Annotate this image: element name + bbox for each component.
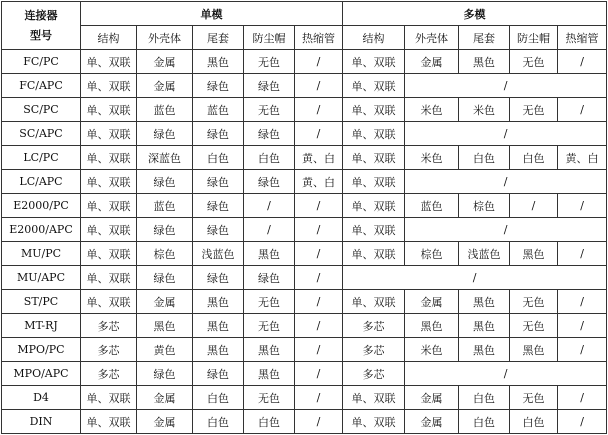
model-cell: MU/PC: [2, 242, 81, 266]
single-housing-cell: 绿色: [137, 266, 193, 290]
table-row: [2, 314, 607, 338]
table-row: [2, 50, 607, 74]
multi-structure-cell: 单、双联: [343, 122, 405, 146]
model-cell: ST/PC: [2, 290, 81, 314]
single-heat-shrink-cell: /: [295, 362, 343, 386]
single-structure-cell: 单、双联: [81, 146, 137, 170]
multi-heat-shrink-cell: /: [558, 314, 607, 338]
single-heat-shrink-cell: /: [295, 194, 343, 218]
multi-dust-cap-cell: 无色: [510, 50, 558, 74]
model-cell: FC/PC: [2, 50, 81, 74]
single-dust-cap-cell: 绿色: [244, 266, 295, 290]
single-housing-cell: 绿色: [137, 122, 193, 146]
multi-structure-cell: 多芯: [343, 338, 405, 362]
model-cell: MU/APC: [2, 266, 81, 290]
multi-dust-cap-cell: /: [510, 194, 558, 218]
single-structure-cell: 单、双联: [81, 410, 137, 434]
table-row: [2, 242, 607, 266]
model-cell: MPO/PC: [2, 338, 81, 362]
table-row: [2, 170, 607, 194]
single-structure-cell: 单、双联: [81, 98, 137, 122]
multi-heat-shrink-cell: /: [558, 338, 607, 362]
single-housing-cell: 绿色: [137, 218, 193, 242]
table-row: [2, 74, 607, 98]
multi-dust-cap-cell: 白色: [510, 146, 558, 170]
single-boot-cell: 绿色: [193, 194, 244, 218]
model-cell: LC/PC: [2, 146, 81, 170]
col-header-multi-heat-shrink: 热缩管: [558, 26, 607, 50]
single-housing-cell: 绿色: [137, 170, 193, 194]
model-cell: LC/APC: [2, 170, 81, 194]
single-dust-cap-cell: 绿色: [244, 170, 295, 194]
model-cell: E2000/APC: [2, 218, 81, 242]
col-header-multi-boot: 尾套: [459, 26, 510, 50]
single-heat-shrink-cell: /: [295, 290, 343, 314]
single-structure-cell: 单、双联: [81, 242, 137, 266]
single-housing-cell: 绿色: [137, 362, 193, 386]
single-boot-cell: 绿色: [193, 266, 244, 290]
multi-structure-cell: 单、双联: [343, 242, 405, 266]
col-header-single-structure: 结构: [81, 26, 137, 50]
multi-heat-shrink-cell: /: [558, 242, 607, 266]
single-dust-cap-cell: 黑色: [244, 362, 295, 386]
table-row: [2, 122, 607, 146]
single-dust-cap-cell: 无色: [244, 386, 295, 410]
multi-merged-cell: /: [405, 74, 607, 98]
multi-dust-cap-cell: 无色: [510, 98, 558, 122]
single-heat-shrink-cell: /: [295, 266, 343, 290]
multi-boot-cell: 米色: [459, 98, 510, 122]
single-boot-cell: 绿色: [193, 74, 244, 98]
table-row: [2, 266, 607, 290]
single-boot-cell: 黑色: [193, 290, 244, 314]
model-cell: FC/APC: [2, 74, 81, 98]
single-boot-cell: 浅蓝色: [193, 242, 244, 266]
single-heat-shrink-cell: 黄、白: [295, 146, 343, 170]
single-housing-cell: 金属: [137, 410, 193, 434]
model-cell: MPO/APC: [2, 362, 81, 386]
multi-boot-cell: 棕色: [459, 194, 510, 218]
multi-merged-cell: /: [405, 170, 607, 194]
multi-dust-cap-cell: 黑色: [510, 242, 558, 266]
single-structure-cell: 单、双联: [81, 290, 137, 314]
single-dust-cap-cell: /: [244, 218, 295, 242]
col-header-single-housing: 外壳体: [137, 26, 193, 50]
single-housing-cell: 金属: [137, 74, 193, 98]
corner-line1: 连接器: [24, 8, 58, 22]
multi-housing-cell: 金属: [405, 386, 459, 410]
single-heat-shrink-cell: /: [295, 98, 343, 122]
model-cell: E2000/PC: [2, 194, 81, 218]
single-heat-shrink-cell: /: [295, 74, 343, 98]
single-structure-cell: 单、双联: [81, 194, 137, 218]
single-dust-cap-cell: 无色: [244, 290, 295, 314]
single-dust-cap-cell: 黑色: [244, 338, 295, 362]
multi-structure-cell: 单、双联: [343, 194, 405, 218]
multi-structure-cell: 多芯: [343, 362, 405, 386]
single-heat-shrink-cell: /: [295, 386, 343, 410]
single-dust-cap-cell: 绿色: [244, 122, 295, 146]
multi-heat-shrink-cell: 黄、白: [558, 146, 607, 170]
table-body: [2, 50, 607, 434]
multi-heat-shrink-cell: /: [558, 98, 607, 122]
multi-structure-cell: 单、双联: [343, 98, 405, 122]
model-cell: MT-RJ: [2, 314, 81, 338]
corner-line2: 型号: [30, 28, 52, 42]
multi-boot-cell: 白色: [459, 146, 510, 170]
table-row: [2, 194, 607, 218]
single-heat-shrink-cell: /: [295, 122, 343, 146]
single-heat-shrink-cell: /: [295, 242, 343, 266]
single-boot-cell: 白色: [193, 146, 244, 170]
multi-housing-cell: 金属: [405, 50, 459, 74]
multi-housing-cell: 金属: [405, 290, 459, 314]
single-housing-cell: 金属: [137, 50, 193, 74]
multi-heat-shrink-cell: /: [558, 50, 607, 74]
model-cell: SC/PC: [2, 98, 81, 122]
single-dust-cap-cell: 白色: [244, 410, 295, 434]
col-header-single-dust-cap: 防尘帽: [244, 26, 295, 50]
single-dust-cap-cell: 绿色: [244, 74, 295, 98]
multi-heat-shrink-cell: /: [558, 386, 607, 410]
multi-structure-cell: 单、双联: [343, 218, 405, 242]
multi-heat-shrink-cell: /: [558, 410, 607, 434]
multi-heat-shrink-cell: /: [558, 290, 607, 314]
single-housing-cell: 金属: [137, 290, 193, 314]
multi-dust-cap-cell: 黑色: [510, 338, 558, 362]
connector-spec-table: [1, 1, 607, 434]
single-boot-cell: 绿色: [193, 122, 244, 146]
multi-structure-cell: 单、双联: [343, 170, 405, 194]
single-housing-cell: 黄色: [137, 338, 193, 362]
multi-boot-cell: 黑色: [459, 338, 510, 362]
single-dust-cap-cell: 无色: [244, 98, 295, 122]
multi-structure-cell: 单、双联: [343, 74, 405, 98]
table-header: [2, 2, 607, 50]
single-boot-cell: 白色: [193, 410, 244, 434]
single-structure-cell: 单、双联: [81, 266, 137, 290]
table-row: [2, 218, 607, 242]
multi-merged-cell: /: [343, 266, 607, 290]
multi-structure-cell: 多芯: [343, 314, 405, 338]
col-header-multi-structure: 结构: [343, 26, 405, 50]
model-cell: SC/APC: [2, 122, 81, 146]
multi-dust-cap-cell: 无色: [510, 314, 558, 338]
single-structure-cell: 单、双联: [81, 170, 137, 194]
table-row: [2, 338, 607, 362]
multi-boot-cell: 黑色: [459, 290, 510, 314]
single-structure-cell: 多芯: [81, 314, 137, 338]
single-dust-cap-cell: 白色: [244, 146, 295, 170]
single-dust-cap-cell: 无色: [244, 50, 295, 74]
multi-housing-cell: 金属: [405, 410, 459, 434]
multi-structure-cell: 单、双联: [343, 410, 405, 434]
corner-header: [2, 2, 81, 50]
multi-mode-header: 多模: [343, 2, 607, 26]
multi-boot-cell: 黑色: [459, 50, 510, 74]
multi-housing-cell: 米色: [405, 338, 459, 362]
multi-boot-cell: 白色: [459, 386, 510, 410]
single-housing-cell: 黑色: [137, 314, 193, 338]
multi-boot-cell: 浅蓝色: [459, 242, 510, 266]
single-heat-shrink-cell: /: [295, 50, 343, 74]
single-heat-shrink-cell: /: [295, 218, 343, 242]
col-header-multi-housing: 外壳体: [405, 26, 459, 50]
multi-boot-cell: 白色: [459, 410, 510, 434]
single-heat-shrink-cell: /: [295, 338, 343, 362]
single-housing-cell: 深蓝色: [137, 146, 193, 170]
single-boot-cell: 蓝色: [193, 98, 244, 122]
single-boot-cell: 黑色: [193, 50, 244, 74]
multi-merged-cell: /: [405, 362, 607, 386]
single-dust-cap-cell: 无色: [244, 314, 295, 338]
single-structure-cell: 单、双联: [81, 74, 137, 98]
single-housing-cell: 蓝色: [137, 98, 193, 122]
single-boot-cell: 黑色: [193, 338, 244, 362]
multi-structure-cell: 单、双联: [343, 290, 405, 314]
multi-dust-cap-cell: 白色: [510, 410, 558, 434]
single-structure-cell: 单、双联: [81, 386, 137, 410]
single-structure-cell: 单、双联: [81, 218, 137, 242]
multi-heat-shrink-cell: /: [558, 194, 607, 218]
header-row-groups: [2, 2, 607, 26]
model-cell: DIN: [2, 410, 81, 434]
single-heat-shrink-cell: /: [295, 314, 343, 338]
single-dust-cap-cell: /: [244, 194, 295, 218]
single-housing-cell: 蓝色: [137, 194, 193, 218]
multi-housing-cell: 蓝色: [405, 194, 459, 218]
single-mode-header: 单模: [81, 2, 343, 26]
single-structure-cell: 多芯: [81, 338, 137, 362]
multi-housing-cell: 棕色: [405, 242, 459, 266]
single-boot-cell: 绿色: [193, 218, 244, 242]
col-header-single-boot: 尾套: [193, 26, 244, 50]
single-boot-cell: 黑色: [193, 314, 244, 338]
header-row-columns: [2, 26, 607, 50]
single-boot-cell: 白色: [193, 386, 244, 410]
single-housing-cell: 棕色: [137, 242, 193, 266]
single-boot-cell: 绿色: [193, 170, 244, 194]
model-cell: D4: [2, 386, 81, 410]
table-row: [2, 146, 607, 170]
multi-merged-cell: /: [405, 122, 607, 146]
multi-housing-cell: 米色: [405, 98, 459, 122]
single-structure-cell: 单、双联: [81, 50, 137, 74]
multi-structure-cell: 单、双联: [343, 386, 405, 410]
multi-housing-cell: 米色: [405, 146, 459, 170]
multi-structure-cell: 单、双联: [343, 146, 405, 170]
multi-structure-cell: 单、双联: [343, 50, 405, 74]
single-heat-shrink-cell: 黄、白: [295, 170, 343, 194]
single-structure-cell: 多芯: [81, 362, 137, 386]
col-header-single-heat-shrink: 热缩管: [295, 26, 343, 50]
multi-dust-cap-cell: 无色: [510, 386, 558, 410]
single-housing-cell: 金属: [137, 386, 193, 410]
multi-dust-cap-cell: 无色: [510, 290, 558, 314]
multi-boot-cell: 黑色: [459, 314, 510, 338]
table-row: [2, 362, 607, 386]
table-row: [2, 386, 607, 410]
multi-merged-cell: /: [405, 218, 607, 242]
table-row: [2, 410, 607, 434]
single-boot-cell: 绿色: [193, 362, 244, 386]
multi-housing-cell: 黑色: [405, 314, 459, 338]
table-row: [2, 290, 607, 314]
single-dust-cap-cell: 黑色: [244, 242, 295, 266]
table-row: [2, 98, 607, 122]
single-heat-shrink-cell: /: [295, 410, 343, 434]
single-structure-cell: 单、双联: [81, 122, 137, 146]
col-header-multi-dust-cap: 防尘帽: [510, 26, 558, 50]
